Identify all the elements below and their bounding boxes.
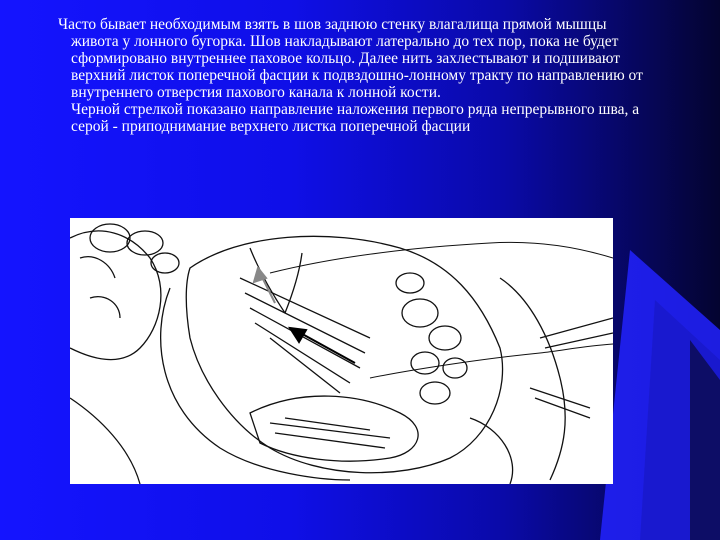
paragraph-arrow-legend: Черной стрелкой показано направление наложения первого ряда непрерывного шва, а серой - приподнимание верхнего листка поперечной фасции bbox=[71, 101, 640, 135]
slide-body-text bbox=[58, 16, 658, 135]
surgery-sketch-icon bbox=[70, 218, 613, 484]
surgical-illustration bbox=[70, 218, 613, 484]
paragraph-description: Часто бывает необходимым взять в шов заднюю стенку влагалища прямой мышцы живота у лонного бугорка. Шов накладывают латерально до тех пор, пока не будет сформировано внутреннее паховое кольцо. Далее нить захлестывают и подшивают верхний листок поперечной фасции к подвздошно-лонному тракту по направлению от внутреннего отверстия пахового канала к лонной кости. bbox=[58, 16, 643, 101]
